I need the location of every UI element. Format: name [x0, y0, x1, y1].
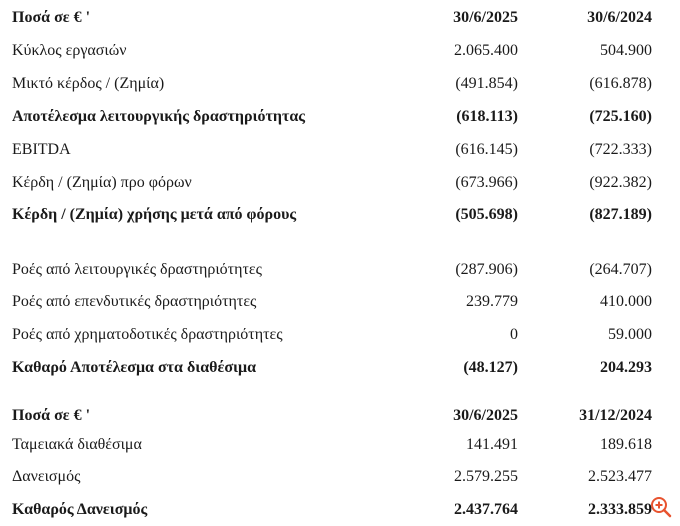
row-value-col2: 2.333.859 — [588, 501, 652, 518]
header-col2: 31/12/2024 — [579, 407, 652, 424]
row-label: Κέρδη / (Ζημία) χρήσης μετά από φόρους — [12, 206, 297, 223]
row-value-col2: 189.618 — [600, 436, 652, 453]
table-row — [0, 258, 680, 282]
row-label: Ταμειακά διαθέσιμα — [12, 436, 142, 453]
row-value-col2: 410.000 — [600, 293, 652, 310]
row-value-col1: 2.437.764 — [454, 501, 518, 518]
header-col2: 30/6/2024 — [587, 9, 652, 26]
row-label: Μικτό κέρδος / (Ζημία) — [12, 75, 165, 92]
table-header — [0, 6, 680, 30]
row-label: Ροές από επενδυτικές δραστηριότητες — [12, 293, 257, 310]
row-value-col1: 2.065.400 — [454, 42, 518, 59]
row-value-col1: 239.779 — [466, 293, 518, 310]
table-header — [0, 404, 680, 428]
row-value-col1: (673.966) — [455, 174, 518, 191]
row-label: Κύκλος εργασιών — [12, 42, 127, 59]
row-value-col2: (725.160) — [589, 108, 652, 125]
table-row — [0, 105, 680, 129]
row-label: Καθαρός Δανεισμός — [12, 501, 148, 518]
row-value-col2: (616.878) — [589, 75, 652, 92]
row-value-col2: (264.707) — [589, 261, 652, 278]
row-value-col1: (618.113) — [456, 108, 518, 125]
row-value-col1: (505.698) — [455, 206, 518, 223]
header-label: Ποσά σε € ' — [12, 407, 91, 424]
row-value-col2: 59.000 — [608, 326, 652, 343]
row-value-col1: (287.906) — [455, 261, 518, 278]
row-value-col1: (616.145) — [455, 141, 518, 158]
row-value-col2: (722.333) — [589, 141, 652, 158]
row-label: Αποτέλεσμα λειτουργικής δραστηριότητας — [12, 108, 305, 125]
zoom-in-button[interactable] — [650, 496, 672, 518]
row-label: Ροές από λειτουργικές δραστηριότητες — [12, 261, 262, 278]
row-value-col2: (827.189) — [589, 206, 652, 223]
row-value-col2: 504.900 — [600, 42, 652, 59]
row-value-col2: (922.382) — [589, 174, 652, 191]
row-label: Ροές από χρηματοδοτικές δραστηριότητες — [12, 326, 283, 343]
table-row — [0, 465, 680, 489]
table-row — [0, 138, 680, 162]
table-row — [0, 171, 680, 195]
row-label: Κέρδη / (Ζημία) προ φόρων — [12, 174, 192, 191]
header-col1: 30/6/2025 — [453, 407, 518, 424]
header-label: Ποσά σε € ' — [12, 9, 91, 26]
table-row — [0, 356, 680, 380]
table-row — [0, 39, 680, 63]
row-value-col1: 141.491 — [466, 436, 518, 453]
row-value-col1: 2.579.255 — [454, 468, 518, 485]
row-label: Δανεισμός — [12, 468, 81, 485]
table-row — [0, 433, 680, 457]
row-value-col1: 0 — [510, 326, 518, 343]
table-row — [0, 498, 680, 522]
row-value-col1: (491.854) — [455, 75, 518, 92]
header-col1: 30/6/2025 — [453, 9, 518, 26]
row-value-col2: 2.523.477 — [588, 468, 652, 485]
row-label: Καθαρό Αποτέλεσμα στα διαθέσιμα — [12, 359, 257, 376]
row-value-col2: 204.293 — [600, 359, 652, 376]
row-label: EBITDA — [12, 141, 71, 158]
zoom-in-icon — [650, 496, 672, 518]
table-row — [0, 203, 680, 227]
row-value-col1: (48.127) — [463, 359, 518, 376]
table-row — [0, 290, 680, 314]
table-row — [0, 72, 680, 96]
table-row — [0, 323, 680, 347]
